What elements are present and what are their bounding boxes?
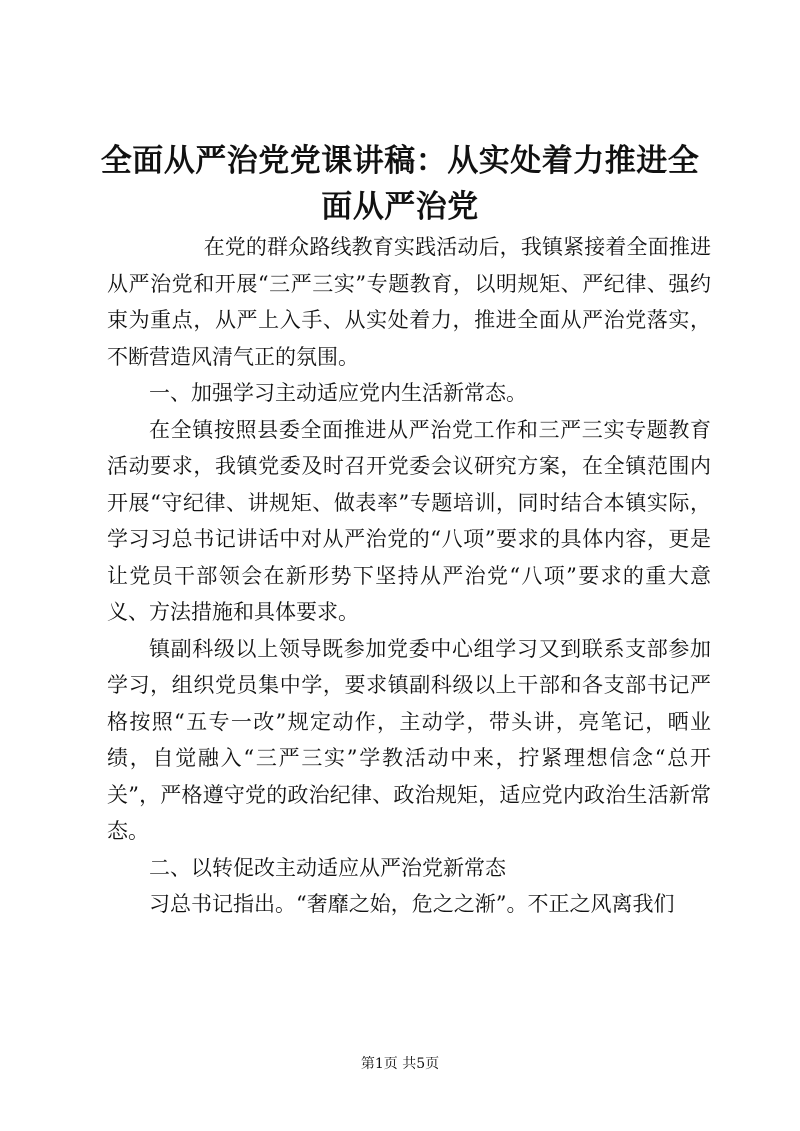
document-title: 全面从严治党党课讲稿：从实处着力推进全面从严治党 [100, 143, 700, 225]
paragraph: 在全镇按照县委全面推进从严治党工作和三严三实专题教育活动要求，我镇党委及时召开党委会议研究方案，在全镇范围内开展“守纪律、讲规矩、做表率”专题培训，同时结合本镇实际，学习习总书记讲话中对从严治党的“八项”要求的具体内容，更是让党员干部领会在新形势下坚持从严治党“八项”要求的重大意义、方法措施和具体要求。 [107, 417, 711, 624]
section-heading-2: 二、以转促改主动适应从严治党新常态 [149, 855, 506, 880]
paragraph-intro: 在党的群众路线教育实践活动后，我镇紧接着全面推进从严治党和开展“三严三实”专题教育，以明规矩、严纪律、强约束为重点，从严上入手、从实处着力，推进全面从严治党落实，不断营造风清气正的氛围。 [107, 235, 711, 369]
paragraph: 镇副科级以上领导既参加党委中心组学习又到联系支部参加学习，组织党员集中学，要求镇副科级以上干部和各支部书记严格按照“五专一改”规定动作，主动学，带头讲，亮笔记，晒业绩，自觉融入“三严三实”学教活动中来，拧紧理想信念“总开关”，严格遵守党的政治纪律、政治规矩，适应党内政治生活新常态。 [107, 636, 711, 843]
document-body [107, 229, 711, 923]
paragraph: 习总书记指出。“奢靡之始，危之之渐”。不正之风离我们 [149, 892, 675, 916]
page-footer: 第1页 共5页 [360, 1056, 440, 1072]
section-heading-1: 一、加强学习主动适应党内生活新常态。 [149, 381, 527, 405]
